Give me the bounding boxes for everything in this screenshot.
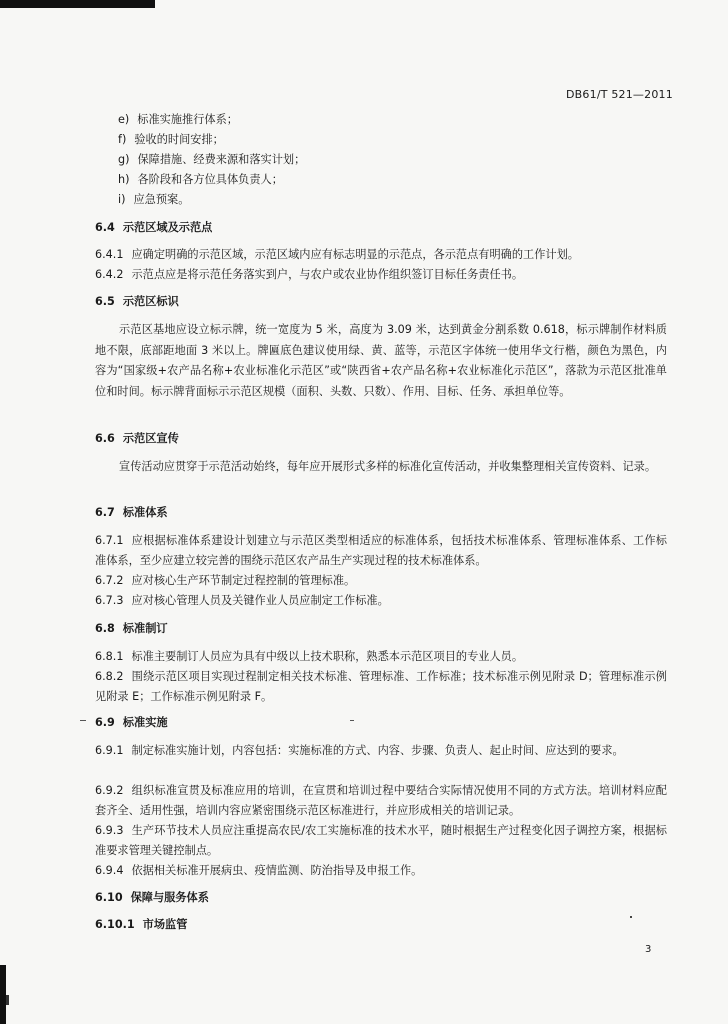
clause: 6.9.3 生产环节技术人员应注重提高农民/农工实施标准的技术水平，随时根据生产过程变化因子调控方案，根据标准要求管理关键控制点。 (95, 824, 667, 857)
section-heading: 6.7 标准体系 (95, 506, 168, 519)
clause: 6.7.3 应对核心管理人员及关键作业人员应制定工作标准。 (95, 594, 389, 607)
section-heading: 6.6 示范区宣传 (95, 432, 179, 445)
scan-artifact (80, 720, 86, 721)
clause: 6.9.4 依据相关标准开展病虫、疫情监测、防治指导及申报工作。 (95, 864, 423, 877)
clause: 6.7.1 应根据标准体系建设计划建立与示范区类型相适应的标准体系，包括技术标准体系、管理标准体系、工作标准体系，至少应建立较完善的围绕示范区农产品生产实现过程的技术标准体系。 (95, 534, 667, 567)
paragraph: 示范区基地应设立标示牌，统一宽度为 5 米，高度为 3.09 米，达到黄金分割系数 0.618，标示牌制作材料质地不限，底部距地面 3 米以上。牌匾底色建议使用绿、黄、蓝等，示范区字体统一使用华文行楷，颜色为黑色，内容为“国家级+农产品名称+农业标准化示范区”或“陕西省+农产品名称+农业标准化示范区”，落款为示范区批准单位和时间。标示牌背面标示示范区规模（面积、头数、只数）、作用、目标、任务、承担单位等。 (95, 323, 667, 398)
page-number: 3 (645, 944, 652, 955)
clause: 6.9.2 组织标准宣贯及标准应用的培训，在宣贯和培训过程中要结合实际情况使用不同的方式方法。培训材料应配套齐全、适用性强，培训内容应紧密围绕示范区标准进行，并应形成相关的培训记录。 (95, 784, 667, 817)
scan-edge-mark-top (0, 0, 155, 8)
section-heading: 6.4 示范区域及示范点 (95, 221, 213, 234)
scan-artifact (350, 720, 354, 721)
list-item: h) 各阶段和各方位具体负责人； (118, 173, 283, 186)
section-heading: 6.9 标准实施 (95, 716, 168, 729)
paragraph: 宣传活动应贯穿于示范活动始终，每年应开展形式多样的标准化宣传活动，并收集整理相关宣传资料、记录。 (119, 460, 657, 473)
list-item: e) 标准实施推行体系； (118, 113, 238, 126)
subsection-heading: 6.10.1 市场监管 (95, 918, 188, 931)
list-item: f) 验收的时间安排； (118, 133, 224, 146)
list-item: i) 应急预案。 (118, 193, 190, 206)
scan-edge-mark-left-small (6, 995, 9, 1005)
section-heading: 6.8 标准制订 (95, 622, 168, 635)
section-heading: 6.5 示范区标识 (95, 295, 179, 308)
clause: 6.8.1 标准主要制订人员应为具有中级以上技术职称，熟悉本示范区项目的专业人员。 (95, 650, 524, 663)
document-code-header: DB61/T 521—2011 (566, 88, 673, 101)
scan-artifact (630, 916, 632, 918)
clause: 6.4.2 示范点应是将示范任务落实到户，与农户或农业协作组织签订目标任务责任书。 (95, 268, 524, 281)
clause: 6.9.1 制定标准实施计划，内容包括：实施标准的方式、内容、步骤、负责人、起止时间、应达到的要求。 (95, 744, 624, 757)
clause: 6.7.2 应对核心生产环节制定过程控制的管理标准。 (95, 574, 356, 587)
clause: 6.8.2 围绕示范区项目实现过程制定相关技术标准、管理标准、工作标准；技术标准示例见附录 D；管理标准示例见附录 E；工作标准示例见附录 F。 (95, 670, 667, 703)
section-heading: 6.10 保障与服务体系 (95, 891, 209, 904)
clause: 6.4.1 应确定明确的示范区域，示范区域内应有标志明显的示范点，各示范点有明确的工作计划。 (95, 248, 579, 261)
list-item: g) 保障措施、经费来源和落实计划； (118, 153, 306, 166)
